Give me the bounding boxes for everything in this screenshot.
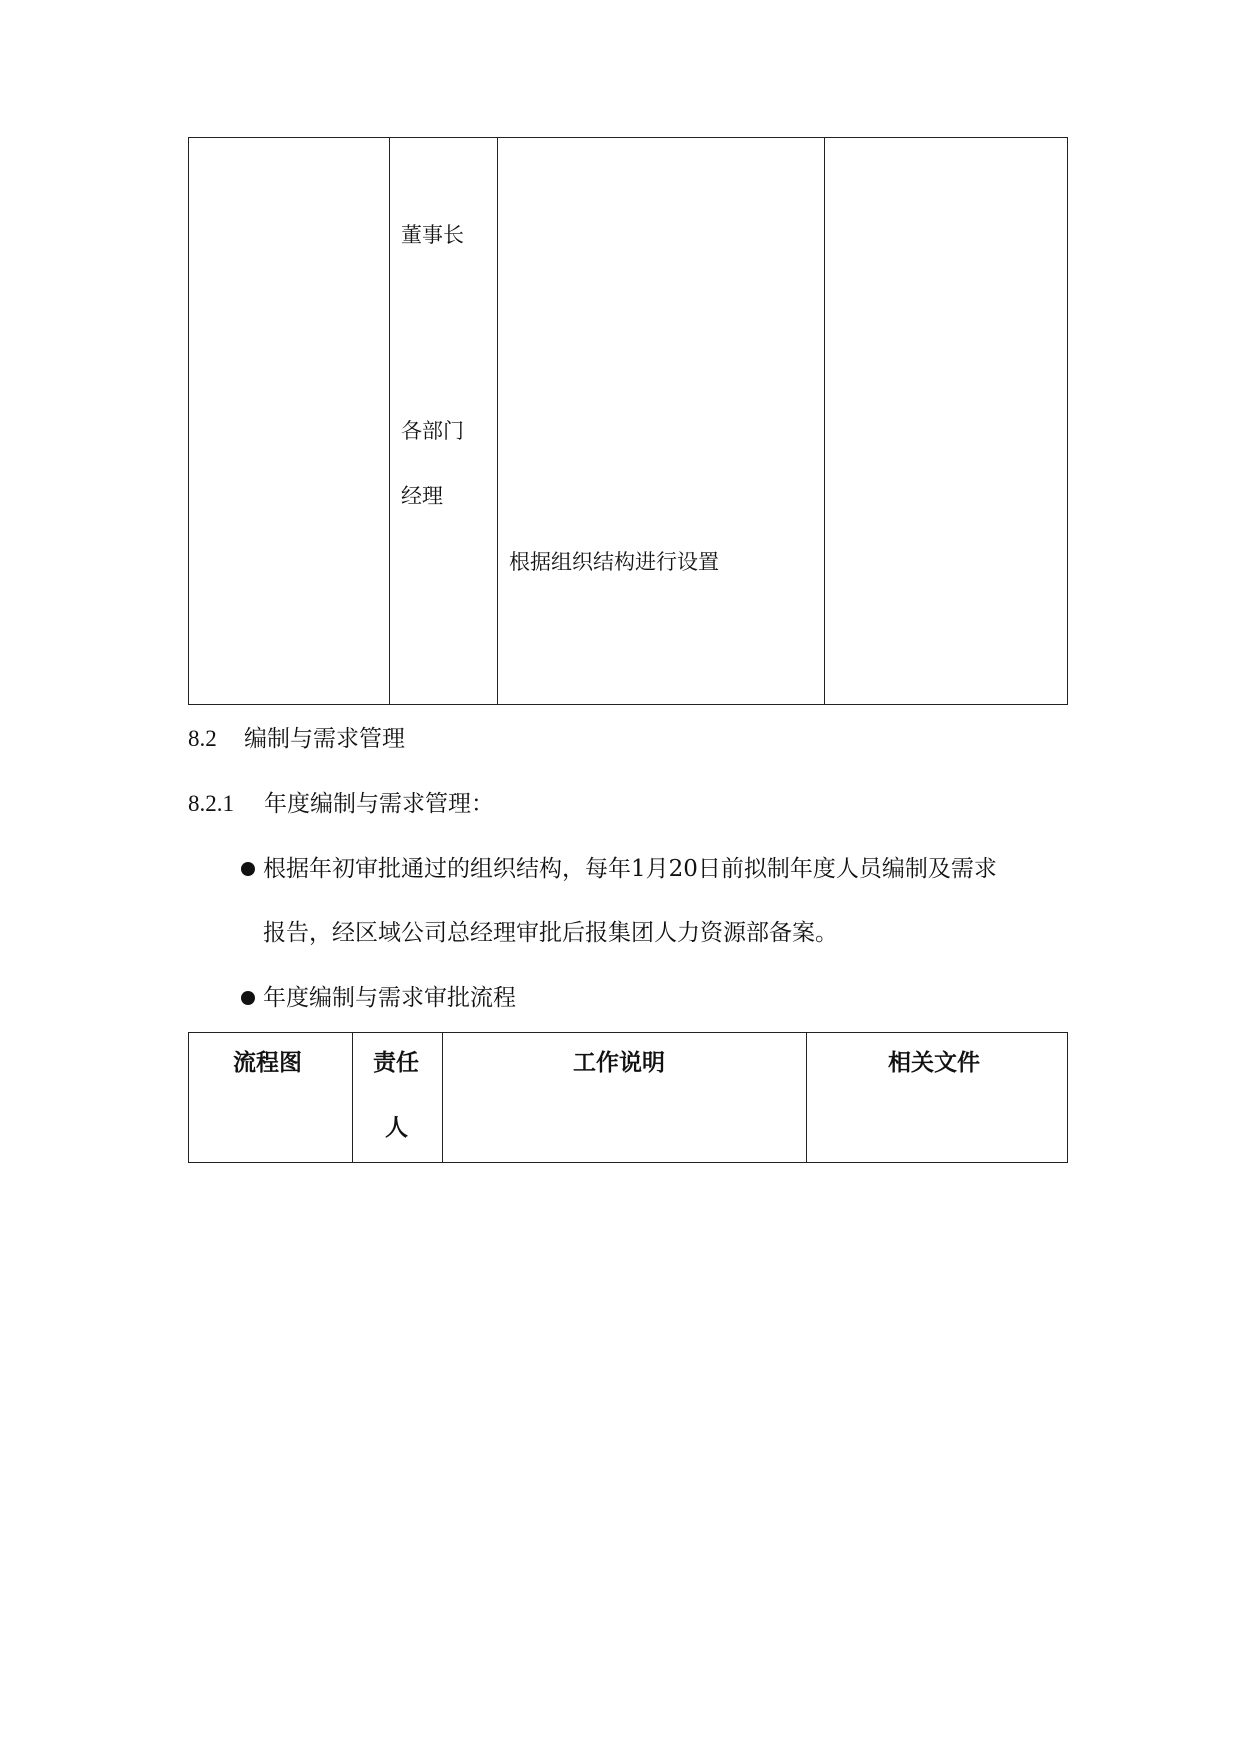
header-related-docs: 相关文件	[888, 1050, 980, 1076]
bullet-1-line-2: 报告，经区域公司总经理审批后报集团人力资源部备案。	[263, 920, 838, 946]
table-column-description	[497, 138, 825, 704]
approval-flow-table	[188, 1032, 1068, 1163]
header-flowchart: 流程图	[233, 1050, 302, 1076]
bullet-1-line-1: 根据年初审批通过的组织结构，每年1月20日前拟制年度人员编制及需求	[263, 856, 997, 882]
person-manager: 经理	[401, 484, 443, 508]
header-work-description: 工作说明	[573, 1050, 665, 1076]
subsection-title: 年度编制与需求管理：	[264, 791, 494, 817]
table-column-flowchart	[189, 138, 390, 704]
section-title: 编制与需求管理	[244, 726, 405, 752]
subsection-number: 8.2.1	[188, 791, 234, 816]
person-chairman: 董事长	[401, 223, 464, 247]
header-responsible-2: 人	[385, 1115, 408, 1141]
bullet-icon	[241, 991, 255, 1005]
bullet-icon	[241, 862, 255, 876]
person-department: 各部门	[401, 419, 464, 443]
header-responsible: 责任	[373, 1050, 419, 1076]
section-heading-8-2	[188, 724, 405, 754]
responsibility-table-continued	[188, 137, 1068, 705]
work-description-text: 根据组织结构进行设置	[509, 550, 719, 574]
section-number: 8.2	[188, 726, 217, 751]
section-heading-8-2-1	[188, 789, 494, 819]
bullet-2-line-1: 年度编制与需求审批流程	[263, 985, 516, 1011]
